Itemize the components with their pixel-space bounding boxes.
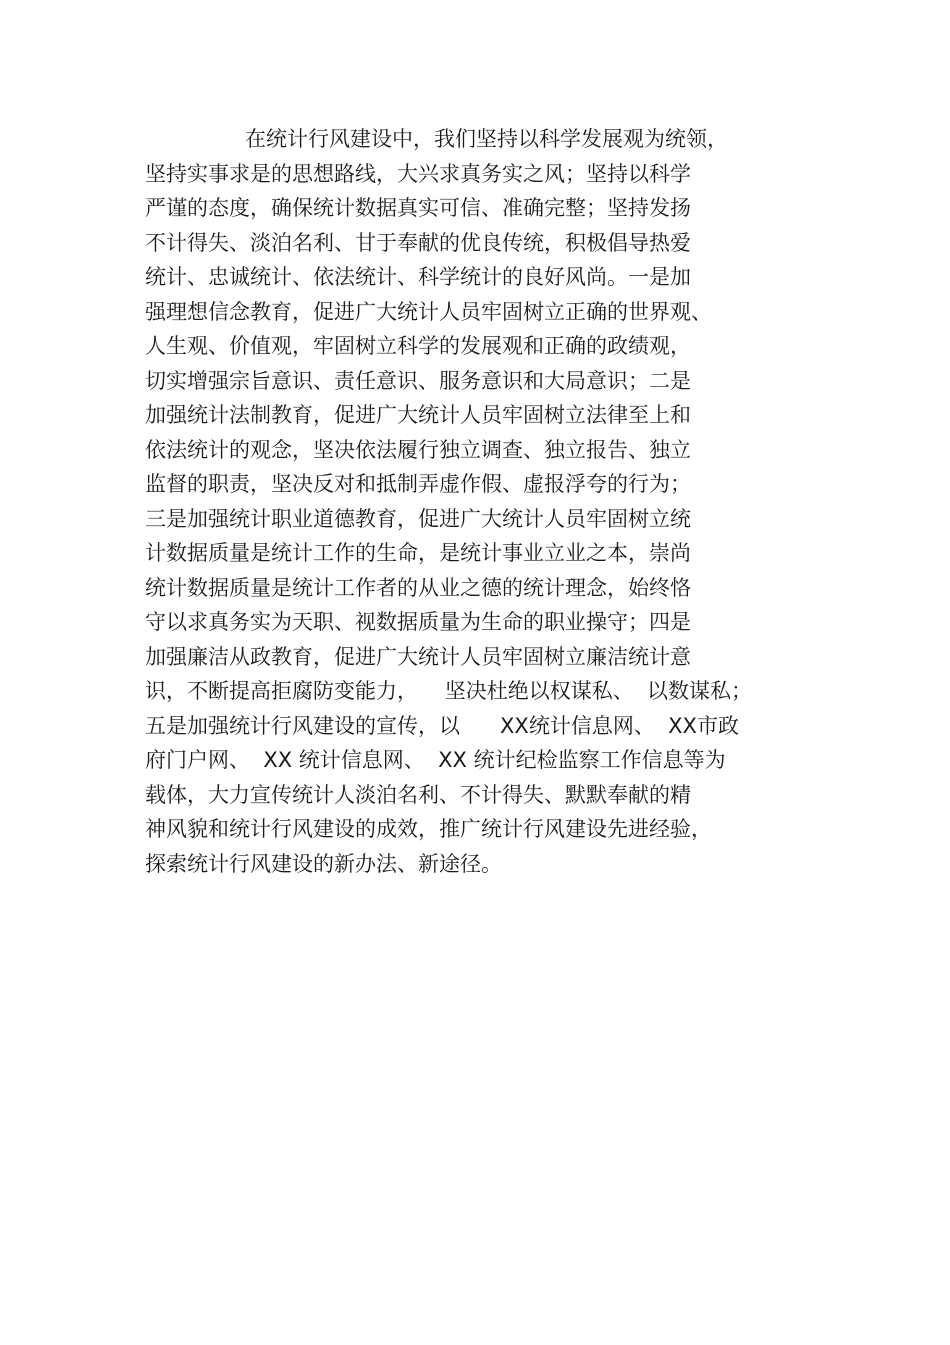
paragraph-line: 守以求真务实为天职、视数据质量为生命的职业操守；四是 [145, 610, 691, 634]
body-paragraph [145, 122, 825, 881]
paragraph-line: 统计、忠诚统计、依法统计、科学统计的良好风尚。一是加 [145, 265, 691, 289]
paragraph-line: 人生观、价值观，牢固树立科学的发展观和正确的政绩观， [145, 334, 691, 358]
paragraph-line: 强理想信念教育，促进广大统计人员牢固树立正确的世界观、 [145, 299, 712, 324]
paragraph-line: 加强统计法制教育，促进广大统计人员牢固树立法律至上和 [145, 403, 691, 427]
paragraph-line: 识，不断提高拒腐防变能力， 坚决杜绝以权谋私、 以数谋私； [145, 679, 753, 703]
paragraph-line: 切实增强宗旨意识、责任意识、服务意识和大局意识；二是 [145, 368, 691, 393]
paragraph-line: 载体，大力宣传统计人淡泊名利、不计得失、默默奉献的精 [145, 782, 691, 807]
paragraph-line: 严谨的态度，确保统计数据真实可信、准确完整；坚持发扬 [145, 196, 691, 220]
paragraph-line: 监督的职责，坚决反对和抵制弄虚作假、虚报浮夸的行为； [145, 472, 691, 496]
paragraph-line: 依法统计的观念，坚决依法履行独立调查、独立报告、独立 [145, 437, 691, 462]
paragraph-line: 加强廉洁从政教育，促进广大统计人员牢固树立廉洁统计意 [145, 644, 691, 669]
paragraph-line: 坚持实事求是的思想路线，大兴求真务实之风；坚持以科学 [145, 161, 691, 186]
paragraph-line: 五是加强统计行风建设的宣传，以 XX统计信息网、 XX市政 [145, 713, 739, 738]
paragraph-line: 探索统计行风建设的新办法、新途径。 [145, 851, 502, 876]
paragraph-line: 三是加强统计职业道德教育，促进广大统计人员牢固树立统 [145, 506, 691, 531]
paragraph-line: 府门户网、 XX 统计信息网、 XX 统计纪检监察工作信息等为 [145, 748, 726, 772]
paragraph-line: 统计数据质量是统计工作者的从业之德的统计理念，始终恪 [145, 575, 691, 600]
paragraph-line: 在统计行风建设中，我们坚持以科学发展观为统领， [245, 127, 728, 151]
paragraph-line: 不计得失、淡泊名利、甘于奉献的优良传统，积极倡导热爱 [145, 230, 691, 255]
paragraph-line: 计数据质量是统计工作的生命，是统计事业立业之本，崇尚 [145, 541, 691, 565]
paragraph-line: 神风貌和统计行风建设的成效，推广统计行风建设先进经验， [145, 817, 712, 841]
